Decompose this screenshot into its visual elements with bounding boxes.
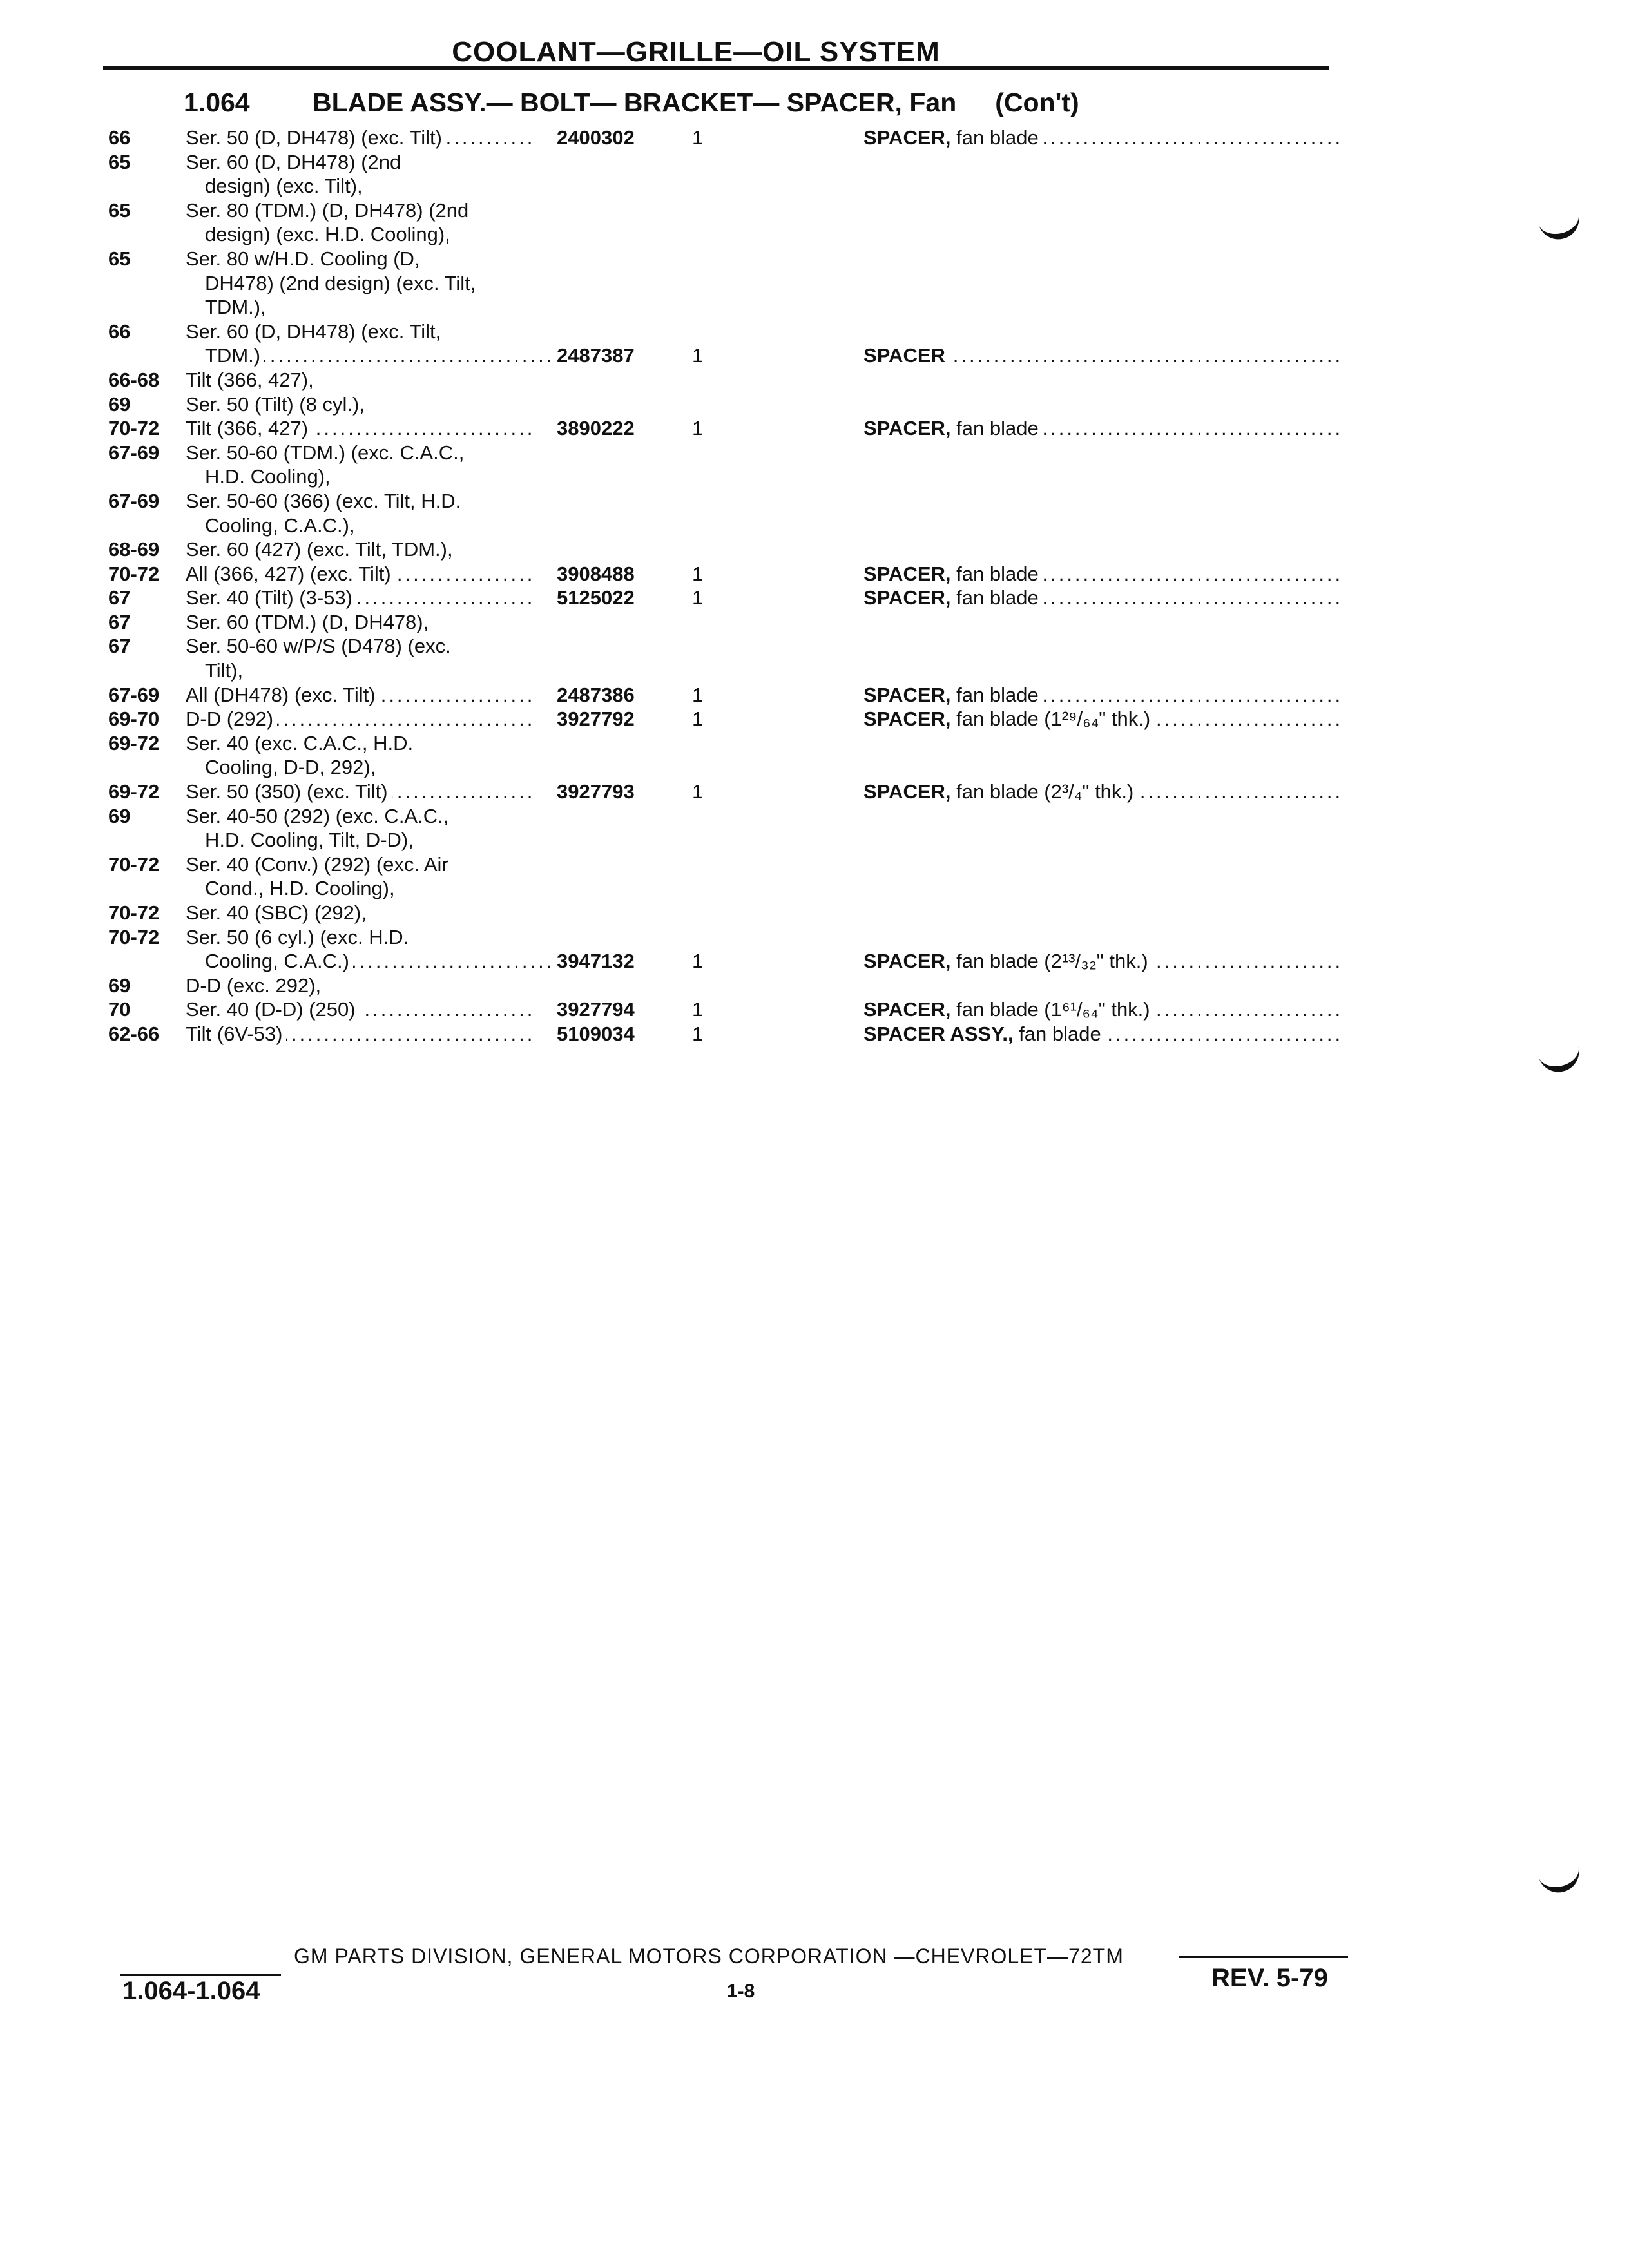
- table-row: [0, 876, 1629, 901]
- application-description: TDM.) .....: [205, 343, 553, 368]
- model-years: 70-72: [108, 925, 160, 948]
- part-number: 3927794: [557, 998, 635, 1021]
- footer-publisher: GM PARTS DIVISION, GENERAL MOTORS CORPORATION —CHEVROLET—72TM: [294, 1945, 1124, 1968]
- quantity: 1: [692, 950, 704, 973]
- table-row: [0, 126, 1629, 150]
- table-row: [0, 780, 1629, 804]
- model-years: 69: [108, 392, 131, 416]
- quantity: 1: [692, 344, 704, 367]
- binder-hole-mark: [1538, 1865, 1584, 1897]
- application-description: Ser. 60 (TDM.) (D, DH478),: [186, 610, 534, 635]
- part-name: SPACER, fan blade .....: [863, 586, 1340, 610]
- page-title: COOLANT—GRILLE—OIL SYSTEM: [452, 36, 940, 68]
- application-description: Tilt),: [205, 658, 553, 683]
- part-number: 3927793: [557, 780, 635, 803]
- table-row: [0, 683, 1629, 707]
- footer-rule-left: [120, 1974, 281, 1976]
- table-row: [0, 514, 1629, 538]
- binder-hole-mark: [1538, 1044, 1584, 1076]
- model-years: 67: [108, 586, 131, 610]
- application-description: Ser. 40 (Conv.) (292) (exc. Air: [186, 852, 534, 877]
- application-description: design) (exc. Tilt),: [205, 174, 553, 198]
- application-description: Ser. 40 (Tilt) (3-53) .....: [186, 586, 534, 610]
- application-description: Ser. 60 (D, DH478) (2nd: [186, 150, 534, 175]
- quantity: 1: [692, 707, 704, 731]
- part-number: 5109034: [557, 1022, 635, 1045]
- table-row: [0, 537, 1629, 562]
- model-years: 69-72: [108, 731, 160, 754]
- quantity: 1: [692, 780, 704, 803]
- quantity: 1: [692, 126, 704, 149]
- table-row: [0, 562, 1629, 586]
- part-number: 2400302: [557, 126, 635, 149]
- part-number: 3908488: [557, 562, 635, 585]
- application-description: Cond., H.D. Cooling),: [205, 876, 553, 901]
- table-row: [0, 416, 1629, 441]
- table-row: [0, 586, 1629, 610]
- model-years: 67-69: [108, 683, 160, 706]
- quantity: 1: [692, 1022, 704, 1045]
- model-years: 69-72: [108, 780, 160, 803]
- quantity: 1: [692, 998, 704, 1021]
- application-description: Ser. 50-60 (366) (exc. Tilt, H.D.: [186, 489, 534, 514]
- application-description: Cooling, D-D, 292),: [205, 755, 553, 780]
- table-row: [0, 974, 1629, 998]
- table-row: [0, 658, 1629, 683]
- model-years: 66: [108, 320, 131, 343]
- model-years: 70-72: [108, 901, 160, 924]
- part-number: 2487387: [557, 344, 635, 367]
- table-row: [0, 901, 1629, 925]
- application-description: design) (exc. H.D. Cooling),: [205, 222, 553, 247]
- application-description: Tilt (366, 427) .....: [186, 416, 534, 441]
- model-years: 66: [108, 126, 131, 149]
- application-description: Ser. 50 (6 cyl.) (exc. H.D.: [186, 925, 534, 950]
- model-years: 67-69: [108, 489, 160, 512]
- part-name: SPACER, fan blade (2¹³/₃₂" thk.) .....: [863, 949, 1340, 974]
- part-name: SPACER, fan blade .....: [863, 126, 1340, 150]
- part-name: SPACER ASSY., fan blade .....: [863, 1022, 1340, 1046]
- application-description: Ser. 40 (D-D) (250) .....: [186, 997, 534, 1022]
- model-years: 65: [108, 198, 131, 222]
- model-years: 65: [108, 150, 131, 173]
- application-description: H.D. Cooling),: [205, 465, 553, 489]
- application-description: TDM.),: [205, 295, 553, 320]
- quantity: 1: [692, 586, 704, 610]
- part-number: 3890222: [557, 417, 635, 440]
- quantity: 1: [692, 417, 704, 440]
- footer-page-number: 1-8: [727, 1981, 755, 2002]
- table-row: [0, 392, 1629, 417]
- application-description: D-D (292) .....: [186, 707, 534, 731]
- table-row: [0, 198, 1629, 223]
- table-row: [0, 755, 1629, 780]
- part-number: 5125022: [557, 586, 635, 610]
- application-description: Ser. 50 (D, DH478) (exc. Tilt) .....: [186, 126, 534, 150]
- table-row: [0, 731, 1629, 756]
- table-row: [0, 441, 1629, 465]
- section-number: 1.064: [184, 88, 250, 117]
- footer-revision: REV. 5-79: [1211, 1964, 1328, 1992]
- application-description: Ser. 50 (350) (exc. Tilt) .....: [186, 780, 534, 804]
- application-description: Ser. 50-60 w/P/S (D478) (exc.: [186, 634, 534, 658]
- application-description: Ser. 80 (TDM.) (D, DH478) (2nd: [186, 198, 534, 223]
- table-row: [0, 804, 1629, 829]
- table-row: [0, 295, 1629, 320]
- part-name: SPACER, fan blade .....: [863, 416, 1340, 441]
- table-row: [0, 997, 1629, 1022]
- model-years: 70-72: [108, 562, 160, 585]
- application-description: Ser. 40-50 (292) (exc. C.A.C.,: [186, 804, 534, 829]
- table-row: [0, 925, 1629, 950]
- table-row: [0, 174, 1629, 198]
- table-row: [0, 368, 1629, 392]
- table-row: [0, 489, 1629, 514]
- part-name: SPACER, fan blade .....: [863, 562, 1340, 586]
- footer-rule-right: [1179, 1956, 1348, 1958]
- model-years: 67-69: [108, 441, 160, 464]
- application-description: All (366, 427) (exc. Tilt) .....: [186, 562, 534, 586]
- table-row: [0, 343, 1629, 368]
- application-description: Cooling, C.A.C.),: [205, 514, 553, 538]
- table-row: [0, 610, 1629, 635]
- application-description: D-D (exc. 292),: [186, 974, 534, 998]
- section-header: [184, 88, 1079, 118]
- application-description: Ser. 40 (exc. C.A.C., H.D.: [186, 731, 534, 756]
- model-years: 69: [108, 974, 131, 997]
- application-description: Cooling, C.A.C.) .....: [205, 949, 553, 974]
- table-row: [0, 949, 1629, 974]
- section-title: BLADE ASSY.— BOLT— BRACKET— SPACER, Fan: [313, 88, 957, 117]
- part-name: SPACER .....: [863, 343, 1340, 368]
- table-row: [0, 222, 1629, 247]
- model-years: 70: [108, 998, 131, 1021]
- part-name: SPACER, fan blade (2³/₄" thk.) .....: [863, 780, 1340, 804]
- application-description: Ser. 50-60 (TDM.) (exc. C.A.C.,: [186, 441, 534, 465]
- application-description: All (DH478) (exc. Tilt) .....: [186, 683, 534, 707]
- table-row: [0, 271, 1629, 296]
- model-years: 67: [108, 610, 131, 633]
- model-years: 66-68: [108, 368, 160, 391]
- table-row: [0, 1022, 1629, 1046]
- quantity: 1: [692, 562, 704, 585]
- application-description: Ser. 50 (Tilt) (8 cyl.),: [186, 392, 534, 417]
- model-years: 70-72: [108, 852, 160, 876]
- application-description: DH478) (2nd design) (exc. Tilt,: [205, 271, 553, 296]
- table-row: [0, 634, 1629, 658]
- footer-section-range: 1.064-1.064: [122, 1977, 260, 2005]
- model-years: 65: [108, 247, 131, 270]
- application-description: Ser. 40 (SBC) (292),: [186, 901, 534, 925]
- section-continued: (Con't): [995, 88, 1079, 117]
- application-description: Ser. 60 (427) (exc. Tilt, TDM.),: [186, 537, 534, 562]
- part-name: SPACER, fan blade (1⁶¹/₆₄" thk.) .....: [863, 997, 1340, 1022]
- application-description: Tilt (6V-53) .....: [186, 1022, 534, 1046]
- table-row: [0, 247, 1629, 271]
- application-description: Ser. 60 (D, DH478) (exc. Tilt,: [186, 320, 534, 344]
- table-row: [0, 852, 1629, 877]
- table-row: [0, 320, 1629, 344]
- part-number: 2487386: [557, 683, 635, 706]
- model-years: 70-72: [108, 417, 160, 440]
- model-years: 69-70: [108, 707, 160, 731]
- table-row: [0, 707, 1629, 731]
- quantity: 1: [692, 683, 704, 706]
- table-row: [0, 828, 1629, 852]
- table-row: [0, 150, 1629, 175]
- parts-table: [0, 126, 1629, 1046]
- part-name: SPACER, fan blade (1²⁹/₆₄" thk.) .....: [863, 707, 1340, 731]
- title-rule: [103, 66, 1329, 70]
- application-description: Ser. 80 w/H.D. Cooling (D,: [186, 247, 534, 271]
- model-years: 68-69: [108, 538, 160, 561]
- model-years: 67: [108, 635, 131, 658]
- part-name: SPACER, fan blade .....: [863, 683, 1340, 707]
- model-years: 69: [108, 804, 131, 827]
- application-description: Tilt (366, 427),: [186, 368, 534, 392]
- part-number: 3947132: [557, 950, 635, 973]
- table-row: [0, 465, 1629, 489]
- application-description: H.D. Cooling, Tilt, D-D),: [205, 828, 553, 852]
- part-number: 3927792: [557, 707, 635, 731]
- model-years: 62-66: [108, 1022, 160, 1045]
